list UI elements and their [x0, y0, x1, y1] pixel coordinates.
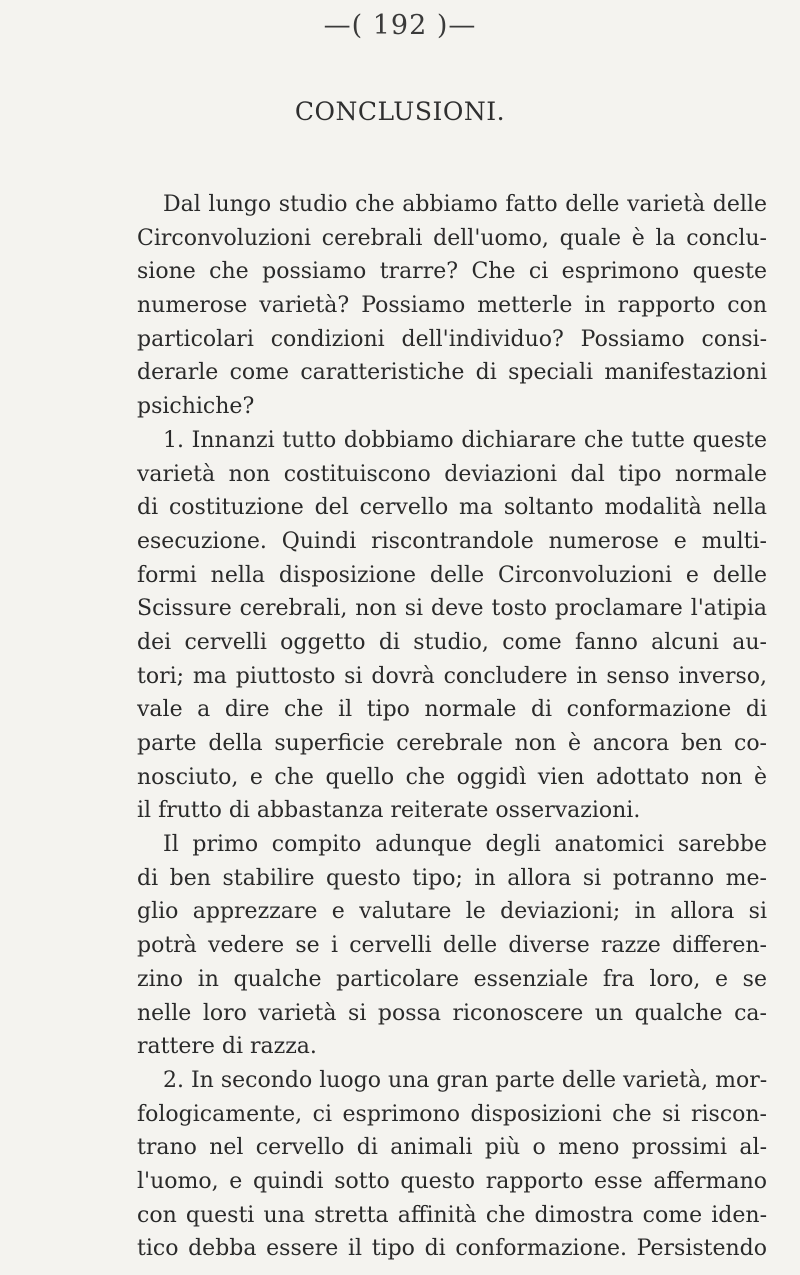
text-line: nosciuto, e che quello che oggidì vien adottato non è — [137, 764, 767, 790]
text-line: l'uomo, e quindi sotto questo rapporto esse affermano — [137, 1168, 767, 1194]
text-line: tico debba essere il tipo di conformazione. Persistendo — [137, 1236, 767, 1262]
text-line: sione che possiamo trarre? Che ci esprimono queste — [137, 259, 767, 285]
text-line: psichiche? — [137, 394, 255, 420]
text-line: zino in qualche particolare essenziale fra loro, e se — [137, 966, 767, 992]
text-line: nelle loro varietà si possa riconoscere un qualche ca- — [137, 1000, 767, 1026]
text-line: vale a dire che il tipo normale di conformazione di — [137, 697, 767, 723]
text-line: il frutto di abbastanza reiterate osservazioni. — [137, 798, 641, 824]
body-text — [137, 188, 767, 1266]
text-line: numerose varietà? Possiamo metterle in rapporto con — [137, 293, 767, 319]
text-line: particolari condizioni dell'individuo? Possiamo consi- — [137, 326, 767, 352]
text-line: derarle come caratteristiche di speciali manifestazioni — [137, 360, 767, 386]
text-line: di costituzione del cervello ma soltanto modalità nella — [137, 495, 767, 521]
text-line: tori; ma piuttosto si dovrà concludere in senso inverso, — [137, 663, 767, 689]
text-line: rattere di razza. — [137, 1034, 317, 1060]
text-line: Scissure cerebrali, non si deve tosto proclamare l'atipia — [137, 596, 767, 622]
text-line: potrà vedere se i cervelli delle diverse razze differen- — [137, 933, 767, 959]
text-line: glio apprezzare e valutare le deviazioni; in allora si — [137, 899, 767, 925]
text-line: Circonvoluzioni cerebrali dell'uomo, quale è la conclu- — [137, 225, 767, 251]
text-line: dei cervelli oggetto di studio, come fanno alcuni au- — [137, 629, 767, 655]
text-line: 1. Innanzi tutto dobbiamo dichiarare che tutte queste — [163, 427, 767, 453]
text-line: varietà non costituiscono deviazioni dal tipo normale — [137, 461, 767, 487]
text-line: Il primo compito adunque degli anatomici sarebbe — [163, 832, 767, 858]
text-line: esecuzione. Quindi riscontrandole numerose e multi- — [137, 528, 767, 554]
text-line: trano nel cervello di animali più o meno prossimi al- — [137, 1135, 767, 1161]
page-number: —( 192 )— — [323, 10, 477, 41]
text-line: fologicamente, ci esprimono disposizioni che si riscon- — [137, 1101, 767, 1127]
section-heading: CONCLUSIONI. — [294, 97, 506, 126]
text-line: formi nella disposizione delle Circonvoluzioni e delle — [137, 562, 767, 588]
text-line: con questi una stretta affinità che dimostra come iden- — [137, 1202, 767, 1228]
text-line: parte della superficie cerebrale non è ancora ben co- — [137, 731, 767, 756]
text-line: 2. In secondo luogo una gran parte delle varietà, mor- — [163, 1067, 767, 1093]
text-line: Dal lungo studio che abbiamo fatto delle varietà delle — [163, 192, 767, 217]
text-line: di ben stabilire questo tipo; in allora si potranno me- — [137, 865, 767, 891]
